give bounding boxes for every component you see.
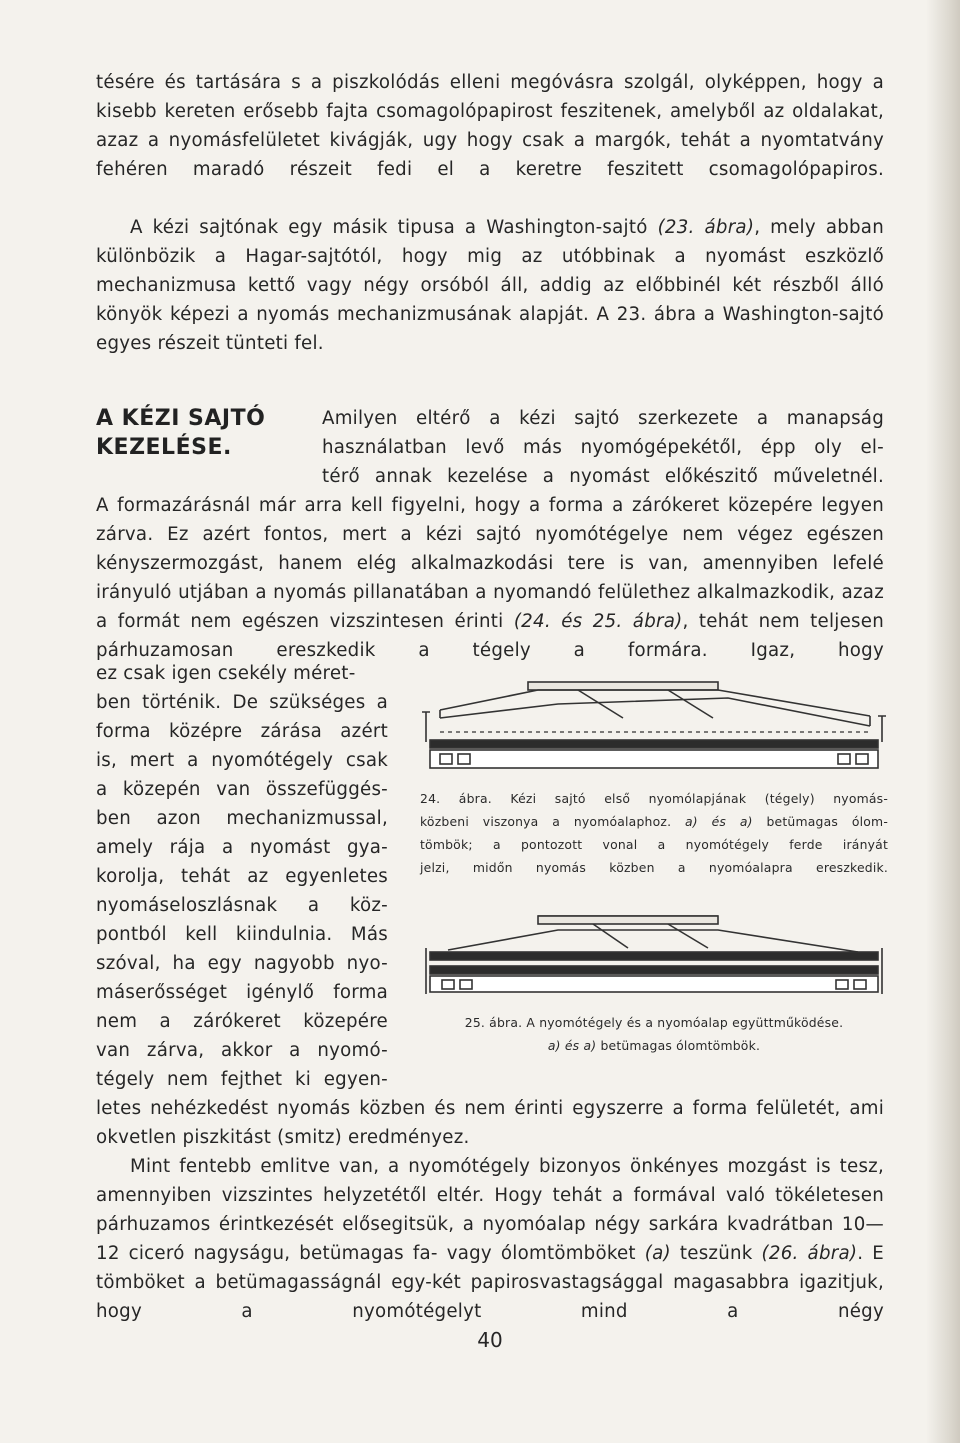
narrow-line: pontból kell kiindulnia. Más [96, 924, 388, 945]
section-heading [96, 404, 265, 462]
paragraph-5-text-a: Mint fentebb emlitve van, a nyomótégely bizonyos önkényes mozgást is tesz, amennyiben vizszintes helyzetétől eltér. Hogy tehát a formával való tökéletesen párhuzamos érintkezését elősegitsük, a nyomóalap négy sarkára kvadrátban 10—12 ciceró nagyságu, betümagas fa- vagy ólomtömböket [96, 1156, 884, 1264]
figure-24-caption-line-2 [420, 810, 888, 833]
narrow-line: a közepén van összefüggés- [96, 779, 388, 800]
figure-24-caption-line-4: jelzi, midőn nyomás közben a nyomóalapra ereszkedik. [420, 860, 888, 875]
narrow-line: máserősséget igénylő forma [96, 982, 388, 1003]
narrow-line: nyomáseloszlásnak a köz- [96, 895, 388, 916]
narrow-line: van zárva, akkor a nyomó- [96, 1040, 388, 1061]
paragraph-5 [96, 1152, 884, 1326]
figure-25-caption-ref: a) és a) [547, 1038, 597, 1053]
paragraph-1: tésére és tartására s a piszkolódás elleni megóvásra szolgál, olyképpen, hogy a kisebb kereten erősebb fajta csomagolópapirost feszitenek, amelyből az oldalakat, azaz a nyomásfelületet kivágják, ugy hogy csak a margók, tehát a nyomtatvány fehéren maradó részeit fedi el a keretre feszitett csomagolópapiros. [96, 72, 884, 180]
figure-ref-26: (26. ábra) [761, 1243, 858, 1264]
narrow-line: korolja, tehát az egyenletes [96, 866, 388, 887]
figure-24-caption [420, 787, 888, 879]
page-number: 40 [477, 1328, 503, 1352]
figure-24-drawing [418, 676, 888, 776]
narrow-text-column [96, 659, 388, 1094]
narrow-line: ben azon mechanizmussal, [96, 808, 388, 829]
figure-25-caption-line-2 [420, 1034, 888, 1057]
paragraph-5-text-c: . E tömböket a betümagasságnál egy-két papirosvastagsággal magasabbra igazitjuk, hogy a nyomótégelyt mind a négy [96, 1243, 884, 1322]
figure-25-caption-line-2-b: betümagas ólomtömbök. [600, 1038, 761, 1053]
narrow-line: forma középre zárása azért [96, 721, 388, 742]
paragraph-3-text-b: , tehát nem teljesen párhuzamosan ereszkedik a tégely a formára. Igaz, hogy [96, 611, 884, 661]
heading-line-1: A KÉZI SAJTÓ [96, 406, 266, 431]
heading-line-2: KEZELÉSE. [96, 435, 232, 460]
paragraph-3-head-lines [322, 404, 884, 491]
paragraph-5-text-b: teszünk [679, 1243, 753, 1264]
narrow-line: tégely nem fejthet ki egyen- [96, 1069, 388, 1090]
block-ref-a: (a) [644, 1243, 671, 1264]
figure-25-caption-line-1: 25. ábra. A nyomótégely és a nyomóalap együttműködése. [464, 1015, 844, 1030]
narrow-line: ben történik. De szükséges a [96, 692, 388, 713]
figure-25-caption [420, 1011, 888, 1057]
narrow-line: amely rája a nyomást gya- [96, 837, 388, 858]
paragraph-3-line-2: használatban levő más nyomógépekétől, épp oly el- [322, 437, 884, 458]
figure-ref-24-25: (24. és 25. ábra) [513, 611, 683, 632]
figure-25-drawing [418, 908, 888, 1004]
figure-24-caption-line-2-a: közbeni viszonya a nyomóalaphoz. [420, 814, 672, 829]
paragraph-3-line-3: térő annak kezelése a nyomást előkészitő műveletnél. [322, 466, 884, 487]
paragraph-2-text-a: A kézi sajtónak egy másik tipusa a Washington-sajtó [130, 217, 648, 238]
paragraph-3-text-a: A formazárásnál már arra kell figyelni, hogy a forma a zárókeret közepére legyen zárva. Ez azért fontos, mert a kézi sajtó nyomótégelye nem végez egészen kényszermozgást, hanem elég alkalmazkodási tere is van, amennyiben lefelé irányuló utjában a nyomás pillanatában a nyomandó felülethez alkalmazkodik, azaz a formát nem egészen vizszintesen érinti [96, 495, 884, 632]
narrow-line: nem a zárókeret közepére [96, 1011, 388, 1032]
narrow-line: szóval, ha egy nagyobb nyo- [96, 953, 388, 974]
paragraph-3-line-1: Amilyen eltérő a kézi sajtó szerkezete a manapság [322, 408, 884, 429]
paragraph-2 [96, 213, 884, 358]
paragraph-4-continuation: letes nehézkedést nyomás közben és nem érinti egyszerre a forma felületét, ami okvetlen piszkitást (smitz) eredményez. [96, 1098, 884, 1148]
figure-24-caption-line-3: tömbök; a pontozott vonal a nyomótégely ferde irányát [420, 837, 888, 852]
figure-24-caption-ref: a) és a) [685, 814, 753, 829]
figure-ref-23: (23. ábra) [657, 217, 755, 238]
page-edge-shadow [926, 0, 960, 1443]
figure-24-caption-line-2-b: betümagas ólom- [766, 814, 888, 829]
figure-24-caption-line-1: 24. ábra. Kézi sajtó első nyomólapjának (tégely) nyomás- [420, 791, 888, 806]
narrow-line: ez csak igen csekély méret- [96, 663, 356, 684]
paragraph-3-body [96, 491, 884, 665]
paragraph-2-text-b: , mely abban különbözik a Hagar-sajtótól, hogy mig az utóbbinak a nyomást eszközlő mechanizmusa kettő vagy négy orsóból áll, addig az előbbinél két részből álló könyök képezi a nyomás mechanizmusának alapját. A 23. ábra a Washington-sajtó egyes részeit tünteti fel. [96, 217, 884, 354]
narrow-line: is, mert a nyomótégely csak [96, 750, 388, 771]
